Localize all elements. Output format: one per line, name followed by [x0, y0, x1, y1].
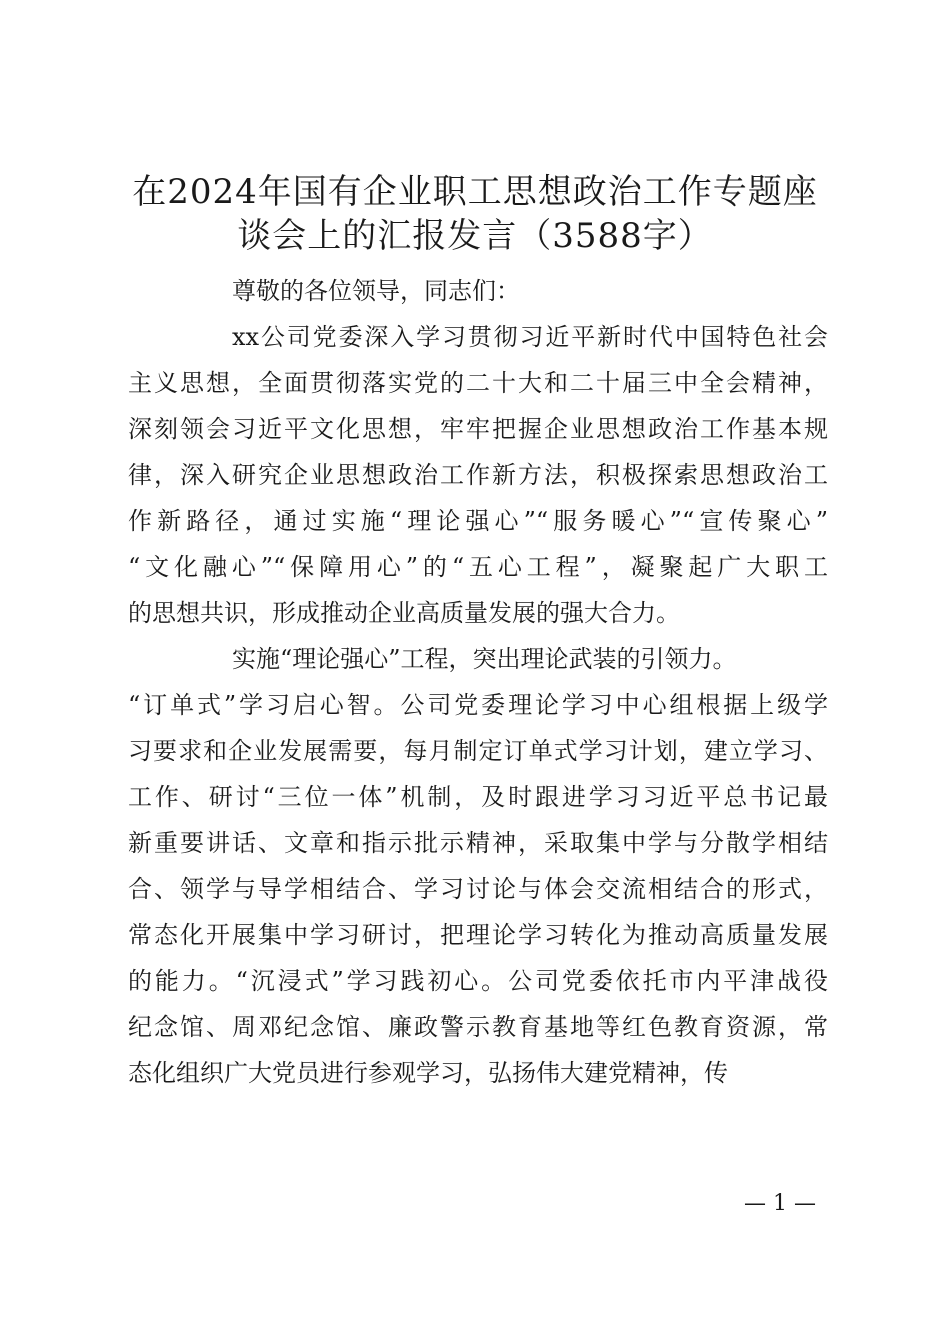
- intro-line-1: xx公司党委深入学习贯彻习近平新时代中国特色社会: [232, 323, 828, 351]
- page-number: — 1 —: [744, 1191, 816, 1216]
- section-line-4: 新重要讲话、文章和指示批示精神，采取集中学与分散学相结: [128, 829, 828, 857]
- section-line-1: “订单式”学习启心智。公司党委理论学习中心组根据上级学: [128, 691, 828, 719]
- document-title-line-2: 谈会上的汇报发言（3588字）: [237, 216, 713, 256]
- intro-line-2: 主义思想，全面贯彻落实党的二十大和二十届三中全会精神，: [128, 369, 828, 397]
- section-line-5: 合、领学与导学相结合、学习讨论与体会交流相结合的形式，: [128, 875, 828, 903]
- section-heading: 实施“理论强心”工程，突出理论武装的引领力。: [232, 645, 737, 673]
- intro-line-7: 的思想共识，形成推动企业高质量发展的强大合力。: [128, 599, 680, 627]
- section-line-3: 工作、研讨“三位一体”机制，及时跟进学习习近平总书记最: [128, 783, 828, 811]
- section-line-8: 纪念馆、周邓纪念馆、廉政警示教育基地等红色教育资源，常: [128, 1013, 828, 1041]
- section-line-6: 常态化开展集中学习研讨，把理论学习转化为推动高质量发展: [128, 921, 828, 949]
- intro-line-3: 深刻领会习近平文化思想，牢牢把握企业思想政治工作基本规: [128, 415, 828, 443]
- intro-line-5: 作新路径，通过实施“理论强心”“服务暖心”“宣传聚心”: [128, 507, 828, 535]
- section-line-2: 习要求和企业发展需要，每月制定订单式学习计划，建立学习、: [128, 737, 828, 765]
- salutation: 尊敬的各位领导，同志们：: [232, 277, 520, 305]
- document-title-line-1: 在2024年国有企业职工思想政治工作专题座: [132, 172, 818, 212]
- section-line-7: 的能力。“沉浸式”学习践初心。公司党委依托市内平津战役: [128, 967, 828, 995]
- intro-line-6: “文化融心”“保障用心”的“五心工程”，凝聚起广大职工: [128, 553, 828, 581]
- intro-line-4: 律，深入研究企业思想政治工作新方法，积极探索思想政治工: [128, 461, 828, 489]
- section-line-9: 态化组织广大党员进行参观学习，弘扬伟大建党精神，传: [128, 1059, 728, 1087]
